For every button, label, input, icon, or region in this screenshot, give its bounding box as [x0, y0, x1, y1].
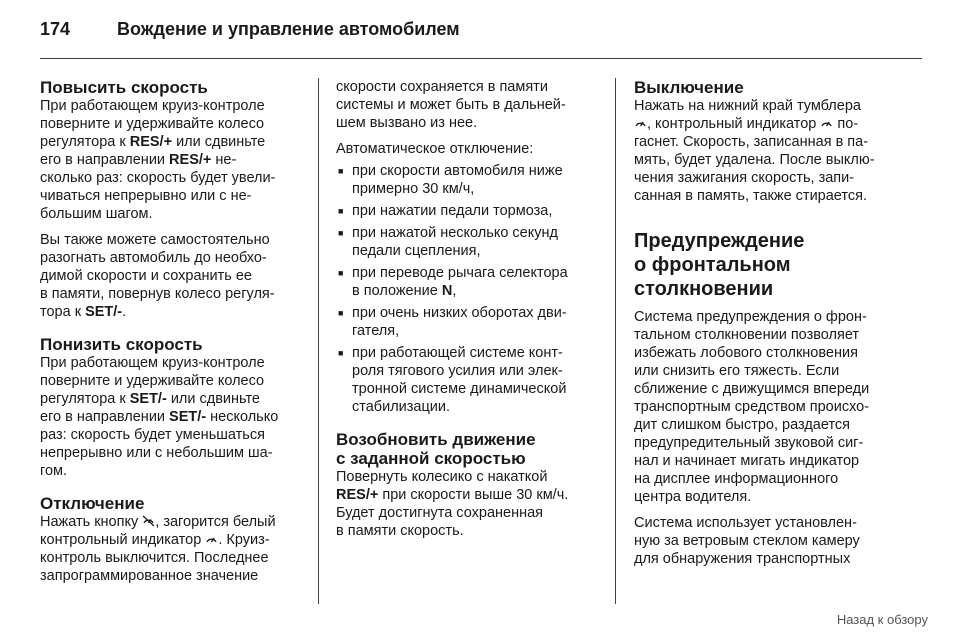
- chapter-title: Вождение и управление автомобилем: [117, 19, 460, 39]
- paragraph-fcw-1: Система предупреждения о фрон- тальном столкновении позволяет избежать лобового столкновения или снизить его тяжесть. Если сближение с движущимся впереди транспортным средством происхо- дит слишком быстро, раздается предупредительный звуковой сиг- нал и начинает мигать индикатор на дисплее информационного центра водителя.: [634, 309, 870, 505]
- column-3: [634, 78, 900, 568]
- section-heading-decrease: Понизить скорость: [40, 335, 203, 354]
- section-heading-fcw: Предупреждение о фронтальном столкновении: [634, 230, 805, 300]
- column-divider: [615, 78, 616, 604]
- page-header: [40, 19, 460, 47]
- cruise-control-icon: [820, 116, 833, 128]
- page-number: 174: [40, 19, 71, 39]
- list-item: ■ при очень низких оборотах дви- гателя,: [336, 304, 598, 340]
- column-divider: [318, 78, 319, 604]
- header-rule: [40, 58, 922, 59]
- list-item: ■ при скорости автомобиля ниже примерно 30 км/ч,: [336, 162, 598, 198]
- list-item: ■ при нажатии педали тормоза,: [336, 202, 598, 220]
- paragraph-continued: скорости сохраняется в памяти системы и может быть в дальней- шем вызвано из нее.: [336, 79, 566, 131]
- column-2: [336, 78, 598, 540]
- list-item: ■ при переводе рычага селектора в положение N,: [336, 264, 598, 300]
- paragraph-resume: Повернуть колесико с накаткой RES/+ при скорости выше 30 км/ч. Будет достигнута сохраненная в памяти скорость.: [336, 469, 569, 539]
- paragraph-save-speed: Вы также можете самостоятельно разогнать автомобиль до необхо- димой скорости и сохранить ее в памяти, повернув колесо регуля- тора к SET/-.: [40, 232, 275, 320]
- auto-off-label: Автоматическое отключение:: [336, 141, 534, 157]
- cruise-control-icon: [634, 116, 647, 128]
- section-heading-increase: Повысить скорость: [40, 78, 208, 97]
- section-heading-switch-off: Выключение: [634, 78, 744, 97]
- paragraph-increase: При работающем круиз-контроле поверните и удерживайте колесо регулятора к RES/+ или сдвиньте его в направлении RES/+ не- сколько раз: скорость будет увели- чиваться непрерывно или с не- большим шагом.: [40, 98, 276, 222]
- paragraph-switch-off: Нажать на нижний край тумблера , контрольный индикатор по- гаснет. Скорость, записанная в па- мять, будет удалена. После выклю- чения зажигания скорость, запи- санная в память, также стирается.: [634, 98, 875, 204]
- cruise-control-off-button-icon: [142, 514, 155, 526]
- back-to-overview-link[interactable]: Назад к обзору: [836, 612, 928, 627]
- cruise-control-icon: [205, 532, 218, 544]
- list-item: ■ при нажатой несколько секунд педали сцепления,: [336, 224, 598, 260]
- column-1: [40, 78, 310, 585]
- paragraph-fcw-2: Система использует установлен- ную за ветровым стеклом камеру для обнаружения транспортных: [634, 515, 860, 567]
- section-heading-off: Отключение: [40, 494, 145, 513]
- section-heading-resume: Возобновить движение с заданной скоростью: [336, 430, 536, 468]
- paragraph-decrease: При работающем круиз-контроле поверните и удерживайте колесо регулятора к SET/- или сдвиньте его в направлении SET/- несколько раз: скорость будет уменьшаться непрерывно или с небольшим ша- гом.: [40, 355, 279, 479]
- paragraph-off: Нажать кнопку , загорится белый контрольный индикатор . Круиз- контроль выключится. Последнее запрограммированное значение: [40, 514, 276, 584]
- list-item: ■ при работающей системе конт- роля тягового усилия или элек- тронной системе динамической стабилизации.: [336, 344, 598, 416]
- auto-off-list: [336, 162, 598, 416]
